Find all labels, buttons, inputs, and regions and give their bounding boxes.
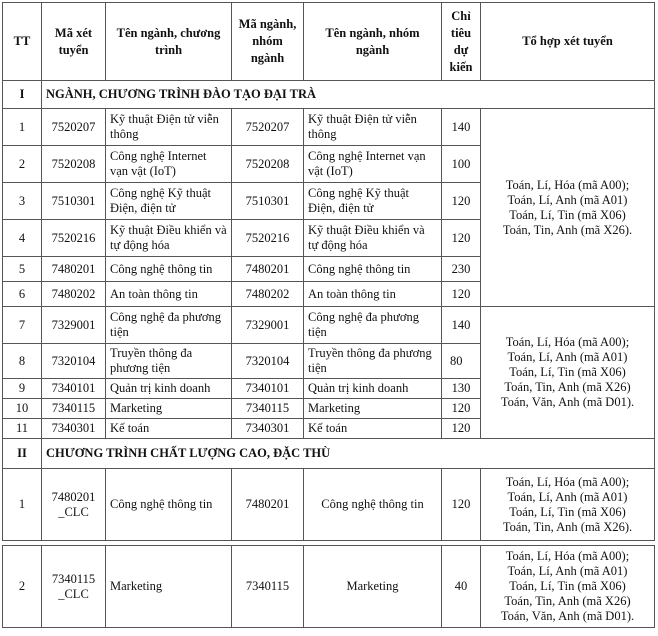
combo-item: Toán, Tin, Anh (mã X26) [504, 380, 631, 394]
combo-item: Toán, Lí, Anh (mã A01) [507, 350, 628, 364]
cell-ma-nganh: 7480201 [232, 469, 304, 541]
section-number: II [3, 439, 42, 469]
cell-ten-nganh: Công nghệ Internet vạn vật (IoT) [304, 146, 442, 183]
cell-ma-nganh: 7480202 [232, 282, 304, 307]
section-number: I [3, 81, 42, 109]
cell-tt: 8 [3, 344, 42, 379]
cell-ten-chuong-trinh: Marketing [106, 546, 232, 628]
cell-tt: 5 [3, 257, 42, 282]
header-ten-nganh-nhom: Tên ngành, nhóm ngành [304, 3, 442, 81]
cell-ten-chuong-trinh: Kế toán [106, 419, 232, 439]
cell-ma-nganh: 7480201 [232, 257, 304, 282]
cell-chi-tieu: 120 [442, 419, 481, 439]
cell-ma-xet-tuyen: 7520216 [42, 220, 106, 257]
cell-ten-nganh: Công nghệ thông tin [304, 257, 442, 282]
combo-item: Toán, Văn, Anh (mã D01). [500, 395, 635, 409]
table-row [3, 469, 655, 541]
header-ten-nganh-chuong-trinh: Tên ngành, chương trình [106, 3, 232, 81]
cell-ten-nganh: Kỹ thuật Điều khiển và tự động hóa [304, 220, 442, 257]
cell-ma-xet-tuyen: 7480201 [42, 257, 106, 282]
cell-ma-xet-tuyen: 7340115 [42, 399, 106, 419]
cell-chi-tieu: 80 [442, 344, 481, 379]
cell-chi-tieu: 230 [442, 257, 481, 282]
combo-item: Toán, Tin, Anh (mã X26) [504, 594, 631, 608]
cell-ten-nganh: Kế toán [304, 419, 442, 439]
cell-ma-nganh: 7340115 [232, 546, 304, 628]
cell-chi-tieu: 120 [442, 282, 481, 307]
table-row [3, 307, 655, 344]
table-row [3, 109, 655, 146]
cell-ten-chuong-trinh: Kỹ thuật Điều khiển và tự động hóa [106, 220, 232, 257]
header-chi-tieu: Chỉ tiêu dự kiến [442, 3, 481, 81]
combo-item: Toán, Lí, Anh (mã A01) [507, 192, 628, 207]
cell-ma-xet-tuyen: 7480202 [42, 282, 106, 307]
cell-ten-chuong-trinh: Truyền thông đa phương tiện [106, 344, 232, 379]
cell-ma-nganh: 7340115 [232, 399, 304, 419]
header-row [3, 3, 655, 81]
cell-ten-chuong-trinh: Kỹ thuật Điện tử viễn thông [106, 109, 232, 146]
cell-chi-tieu: 100 [442, 146, 481, 183]
cell-chi-tieu: 140 [442, 109, 481, 146]
table-row [3, 546, 655, 628]
cell-tt: 10 [3, 399, 42, 419]
cell-ten-chuong-trinh: Công nghệ thông tin [106, 257, 232, 282]
header-ma-xet-tuyen: Mã xét tuyển [42, 3, 106, 81]
cell-chi-tieu: 140 [442, 307, 481, 344]
cell-ma-nganh: 7329001 [232, 307, 304, 344]
cell-tt: 1 [3, 109, 42, 146]
cell-chi-tieu: 120 [442, 183, 481, 220]
cell-ma-xet-tuyen: 7340301 [42, 419, 106, 439]
combo-cell-a [481, 109, 655, 307]
cell-ma-nganh: 7340301 [232, 419, 304, 439]
combo-item: Toán, Văn, Anh (mã D01). [500, 609, 635, 623]
cell-tt: 2 [3, 546, 42, 628]
cell-tt: 7 [3, 307, 42, 344]
cell-ten-nganh: Kỹ thuật Điện tử viễn thông [304, 109, 442, 146]
cell-ten-chuong-trinh: Công nghệ Kỹ thuật Điện, điện tử [106, 183, 232, 220]
cell-ten-chuong-trinh: An toàn thông tin [106, 282, 232, 307]
combo-cell-clc-1 [481, 469, 655, 541]
cell-tt: 6 [3, 282, 42, 307]
cell-ten-nganh: Truyền thông đa phương tiện [304, 344, 442, 379]
cell-ten-nganh: Marketing [304, 399, 442, 419]
cell-ma-xet-tuyen: 7340101 [42, 379, 106, 399]
combo-item: Toán, Lí, Anh (mã A01) [507, 489, 628, 504]
cell-ten-nganh: Công nghệ Kỹ thuật Điện, điện tử [304, 183, 442, 220]
cell-ma-xet-tuyen: 7340115 _CLC [42, 546, 106, 628]
cell-ten-chuong-trinh: Công nghệ đa phương tiện [106, 307, 232, 344]
combo-item: Toán, Lí, Tin (mã X06) [509, 579, 626, 593]
cell-ma-xet-tuyen: 7520207 [42, 109, 106, 146]
section-row-1 [3, 81, 655, 109]
cell-ten-nganh: Công nghệ thông tin [304, 469, 442, 541]
combo-item: Toán, Lí, Hóa (mã A00); [505, 335, 630, 349]
cell-chi-tieu: 40 [442, 546, 481, 628]
cell-ten-chuong-trinh: Marketing [106, 399, 232, 419]
cell-ma-nganh: 7320104 [232, 344, 304, 379]
cell-ma-nganh: 7520208 [232, 146, 304, 183]
cell-ma-nganh: 7520207 [232, 109, 304, 146]
cell-ten-nganh: Quản trị kinh doanh [304, 379, 442, 399]
combo-item: Toán, Lí, Tin (mã X06) [509, 504, 626, 519]
combo-item: Toán, Lí, Hóa (mã A00); [505, 177, 630, 192]
cell-ten-nganh: An toàn thông tin [304, 282, 442, 307]
header-to-hop: Tổ hợp xét tuyển [481, 3, 655, 81]
cell-tt: 3 [3, 183, 42, 220]
cell-ma-xet-tuyen: 7329001 [42, 307, 106, 344]
combo-item: Toán, Tin, Anh (mã X26). [502, 222, 633, 237]
combo-item: Toán, Lí, Hóa (mã A00); [505, 474, 630, 489]
combo-item: Toán, Lí, Tin (mã X06) [509, 207, 626, 222]
cell-ten-nganh: Công nghệ đa phương tiện [304, 307, 442, 344]
combo-item: Toán, Lí, Tin (mã X06) [509, 365, 626, 379]
cell-ma-nganh: 7520216 [232, 220, 304, 257]
cell-ma-xet-tuyen: 7320104 [42, 344, 106, 379]
cell-tt: 9 [3, 379, 42, 399]
cell-ma-xet-tuyen: 7480201 _CLC [42, 469, 106, 541]
combo-cell-clc-2 [481, 546, 655, 628]
section-title: CHƯƠNG TRÌNH CHẤT LƯỢNG CAO, ĐẶC THÙ [42, 439, 655, 469]
header-tt: TT [3, 3, 42, 81]
combo-item: Toán, Lí, Anh (mã A01) [507, 564, 628, 578]
cell-ten-nganh: Marketing [304, 546, 442, 628]
combo-cell-b [481, 307, 655, 439]
header-ma-nganh: Mã ngành, nhóm ngành [232, 3, 304, 81]
admission-table [2, 2, 655, 628]
cell-chi-tieu: 130 [442, 379, 481, 399]
cell-tt: 4 [3, 220, 42, 257]
cell-ma-xet-tuyen: 7520208 [42, 146, 106, 183]
combo-item: Toán, Lí, Hóa (mã A00); [505, 549, 630, 563]
cell-tt: 1 [3, 469, 42, 541]
cell-ten-chuong-trinh: Công nghệ thông tin [106, 469, 232, 541]
section-title: NGÀNH, CHƯƠNG TRÌNH ĐÀO TẠO ĐẠI TRÀ [42, 81, 655, 109]
section-row-2 [3, 439, 655, 469]
cell-ten-chuong-trinh: Công nghệ Internet vạn vật (IoT) [106, 146, 232, 183]
cell-chi-tieu: 120 [442, 220, 481, 257]
cell-ten-chuong-trinh: Quản trị kinh doanh [106, 379, 232, 399]
cell-ma-nganh: 7510301 [232, 183, 304, 220]
cell-chi-tieu: 120 [442, 469, 481, 541]
combo-item: Toán, Tin, Anh (mã X26). [502, 519, 633, 534]
cell-chi-tieu: 120 [442, 399, 481, 419]
cell-tt: 2 [3, 146, 42, 183]
cell-ma-nganh: 7340101 [232, 379, 304, 399]
cell-tt: 11 [3, 419, 42, 439]
cell-ma-xet-tuyen: 7510301 [42, 183, 106, 220]
